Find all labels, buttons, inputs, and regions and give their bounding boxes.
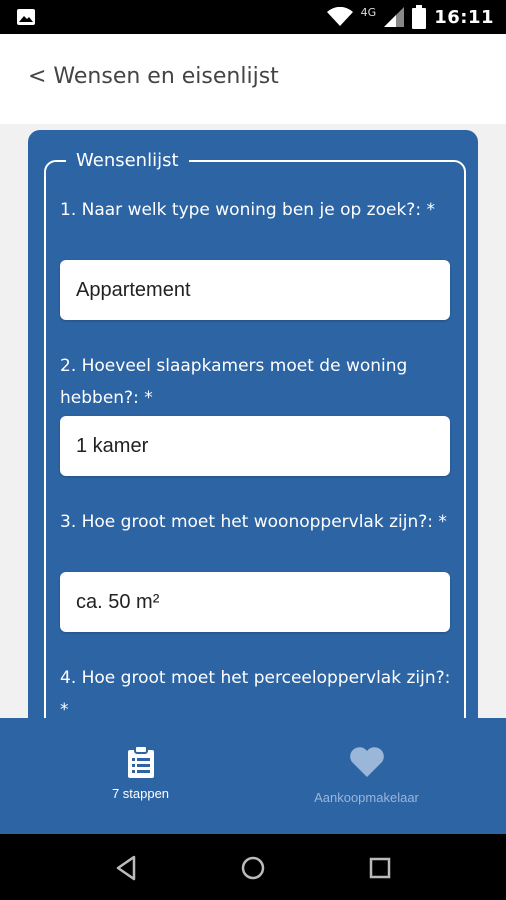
app-header: [0, 34, 506, 124]
image-icon: [16, 8, 36, 26]
tab-aankoopmakelaar[interactable]: [240, 718, 493, 834]
clock: 16:11: [434, 6, 494, 28]
system-nav-bar: [0, 834, 506, 900]
question-2-label: 2. Hoeveel slaapkamers moet de woning hebben?: *: [60, 356, 408, 408]
scroll-content[interactable]: [0, 124, 506, 718]
question-4-label: 4. Hoe groot moet het perceeloppervlak zijn?: *: [60, 668, 451, 718]
tab-7-stappen[interactable]: [14, 718, 267, 834]
fieldset-legend: Wensenlijst: [66, 150, 189, 171]
wishlist-card: [28, 130, 478, 718]
wishlist-fieldset: [44, 150, 466, 718]
tab-label: Aankoopmakelaar: [314, 790, 419, 805]
network-type: 4G: [360, 5, 377, 19]
clipboard-icon: [128, 746, 154, 778]
question-2-input[interactable]: [60, 416, 450, 476]
back-link[interactable]: < Wensen en eisenlijst: [28, 64, 279, 89]
signal-icon: [384, 7, 404, 27]
question-1-label: 1. Naar welk type woning ben je op zoek?: *: [60, 200, 435, 220]
status-bar: [0, 0, 506, 34]
home-icon[interactable]: [237, 852, 269, 884]
question-3-input[interactable]: [60, 572, 450, 632]
wifi-icon: [327, 7, 353, 27]
bottom-tab-bar: [0, 718, 506, 834]
heart-icon: [349, 746, 385, 778]
recents-icon[interactable]: [364, 852, 396, 884]
tab-label: 7 stappen: [111, 786, 170, 801]
back-icon[interactable]: [110, 852, 142, 884]
question-1-input[interactable]: [60, 260, 450, 320]
question-3-label: 3. Hoe groot moet het woonoppervlak zijn?: *: [60, 512, 447, 532]
battery-icon: [412, 5, 426, 29]
